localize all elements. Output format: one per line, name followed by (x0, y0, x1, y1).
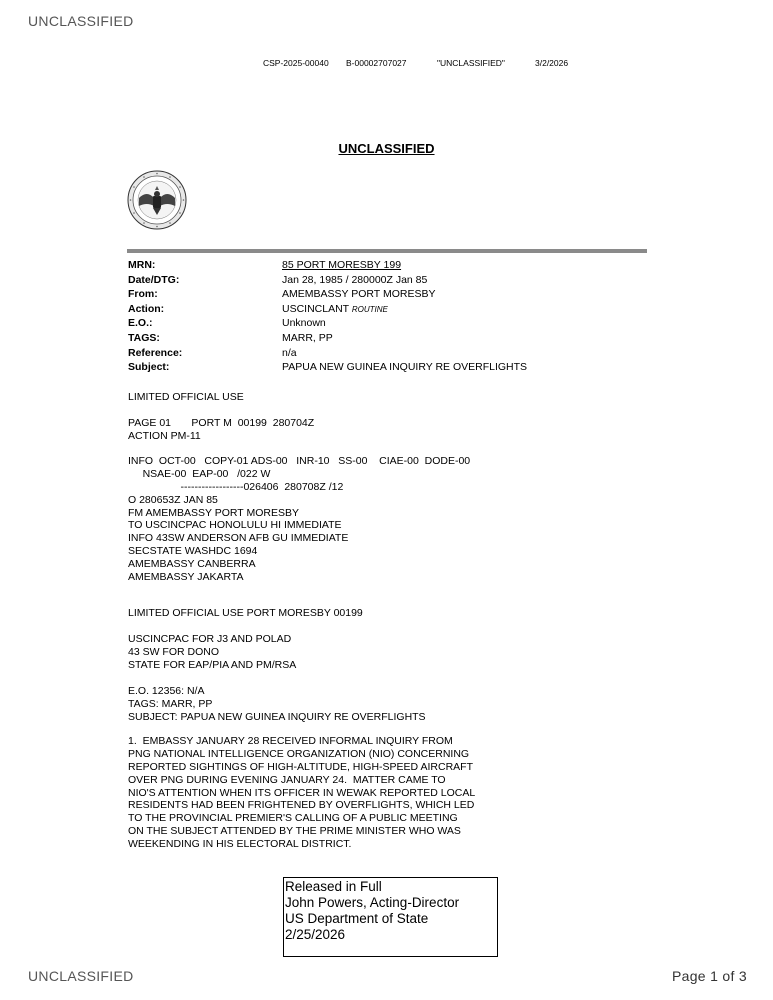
body-block-caveat-2 (128, 607, 363, 620)
body-line: ------------------026406 280708Z /12 (128, 480, 344, 493)
header-rule (127, 249, 647, 253)
precedence: ROUTINE (351, 304, 388, 314)
meta-label: E.O.: (128, 317, 153, 330)
meta-row-from (128, 287, 527, 302)
action-addressee: USCINCLANT (282, 302, 349, 315)
header-case-number: CSP-2025-00040 (263, 58, 329, 68)
body-block-page-header (128, 417, 314, 443)
bottom-classification-marking: UNCLASSIFIED (28, 968, 134, 984)
release-date: 2/25/2026 (285, 927, 346, 942)
header-classification: "UNCLASSIFIED" (437, 58, 505, 68)
meta-label: Action: (128, 302, 165, 315)
body-line: OVER PNG DURING EVENING JANUARY 24. MATTER CAME TO (128, 773, 446, 786)
top-classification-marking: UNCLASSIFIED (28, 13, 134, 29)
body-line: E.O. 12356: N/A (128, 685, 205, 697)
meta-row-subject (128, 360, 527, 375)
body-block-caveat (128, 391, 244, 404)
meta-value: MARR, PP (282, 331, 333, 344)
body-line: ON THE SUBJECT ATTENDED BY THE PRIME MINISTER WHO WAS (128, 825, 461, 838)
meta-row-tags (128, 331, 527, 346)
body-line: USCINCPAC FOR J3 AND POLAD (128, 633, 292, 645)
meta-value (282, 302, 388, 317)
release-stamp (283, 877, 498, 957)
meta-value-mrn: 85 PORT MORESBY 199 (282, 259, 402, 271)
meta-row-action (128, 302, 527, 317)
meta-row-eo (128, 316, 527, 331)
release-official: John Powers, Acting-Director (285, 895, 460, 910)
meta-label: MRN: (128, 259, 156, 271)
body-line: NIO'S ATTENTION WHEN ITS OFFICER IN WEWAK REPORTED LOCAL (128, 786, 476, 799)
meta-value: PAPUA NEW GUINEA INQUIRY RE OVERFLIGHTS (282, 361, 528, 374)
header-date: 3/2/2026 (535, 58, 569, 68)
body-block-eo-tags (128, 685, 426, 724)
body-block-paragraph-1 (128, 735, 475, 851)
body-line: LIMITED OFFICIAL USE PORT MORESBY 00199 (128, 607, 363, 619)
body-line: NSAE-00 EAP-00 /022 W (128, 467, 271, 480)
meta-row-date (128, 273, 527, 288)
body-line: REPORTED SIGHTINGS OF HIGH-ALTITUDE, HIGH-SPEED AIRCRAFT (128, 760, 473, 773)
release-agency: US Department of State (285, 911, 429, 926)
meta-row-mrn (128, 258, 527, 273)
meta-row-reference (128, 346, 527, 361)
message-metadata (128, 258, 527, 375)
body-line: TAGS: MARR, PP (128, 697, 213, 710)
meta-label: TAGS: (128, 331, 160, 344)
header-doc-number: B-00002707027 (346, 58, 407, 68)
body-line: WEEKENDING IN HIS ELECTORAL DISTRICT. (128, 838, 352, 851)
page-title: UNCLASSIFIED (338, 141, 435, 156)
meta-label: Subject: (128, 361, 170, 374)
body-line: PAGE 01 PORT M 00199 280704Z (128, 417, 315, 429)
body-line: LIMITED OFFICIAL USE (128, 391, 244, 403)
body-block-passing (128, 633, 296, 672)
meta-value: Unknown (282, 317, 326, 330)
meta-label: From: (128, 288, 158, 301)
body-line: RESIDENTS HAD BEEN FRIGHTENED BY OVERFLIGHTS, WHICH LED (128, 799, 475, 812)
body-line: TO THE PROVINCIAL PREMIER'S CALLING OF A PUBLIC MEETING (128, 812, 458, 825)
release-status: Released in Full (285, 879, 382, 894)
body-line: SUBJECT: PAPUA NEW GUINEA INQUIRY RE OVERFLIGHTS (128, 710, 426, 723)
body-line: O 280653Z JAN 85 (128, 493, 218, 506)
meta-value: n/a (282, 346, 297, 359)
body-line: AMEMBASSY JAKARTA (128, 571, 244, 584)
body-line: SECSTATE WASHDC 1694 (128, 545, 258, 558)
body-block-routing (128, 455, 470, 584)
body-line: INFO OCT-00 COPY-01 ADS-00 INR-10 SS-00 CIAE-00 DODE-00 (128, 455, 471, 467)
body-line: FM AMEMBASSY PORT MORESBY (128, 506, 299, 519)
body-line: ACTION PM-11 (128, 429, 201, 442)
body-line: 43 SW FOR DONO (128, 645, 220, 658)
body-line: AMEMBASSY CANBERRA (128, 558, 256, 571)
meta-value: Jan 28, 1985 / 280000Z Jan 85 (282, 273, 428, 286)
body-line: PNG NATIONAL INTELLIGENCE ORGANIZATION (NIO) CONCERNING (128, 747, 470, 760)
page-number: Page 1 of 3 (672, 968, 747, 984)
body-line: 1. EMBASSY JANUARY 28 RECEIVED INFORMAL INQUIRY FROM (128, 735, 453, 747)
body-line: TO USCINCPAC HONOLULU HI IMMEDIATE (128, 519, 342, 532)
body-line: STATE FOR EAP/PIA AND PM/RSA (128, 658, 297, 671)
meta-label: Date/DTG: (128, 273, 180, 286)
department-of-state-seal-icon (127, 170, 187, 230)
meta-label: Reference: (128, 346, 183, 359)
meta-value: AMEMBASSY PORT MORESBY (282, 288, 436, 301)
body-line: INFO 43SW ANDERSON AFB GU IMMEDIATE (128, 532, 349, 545)
